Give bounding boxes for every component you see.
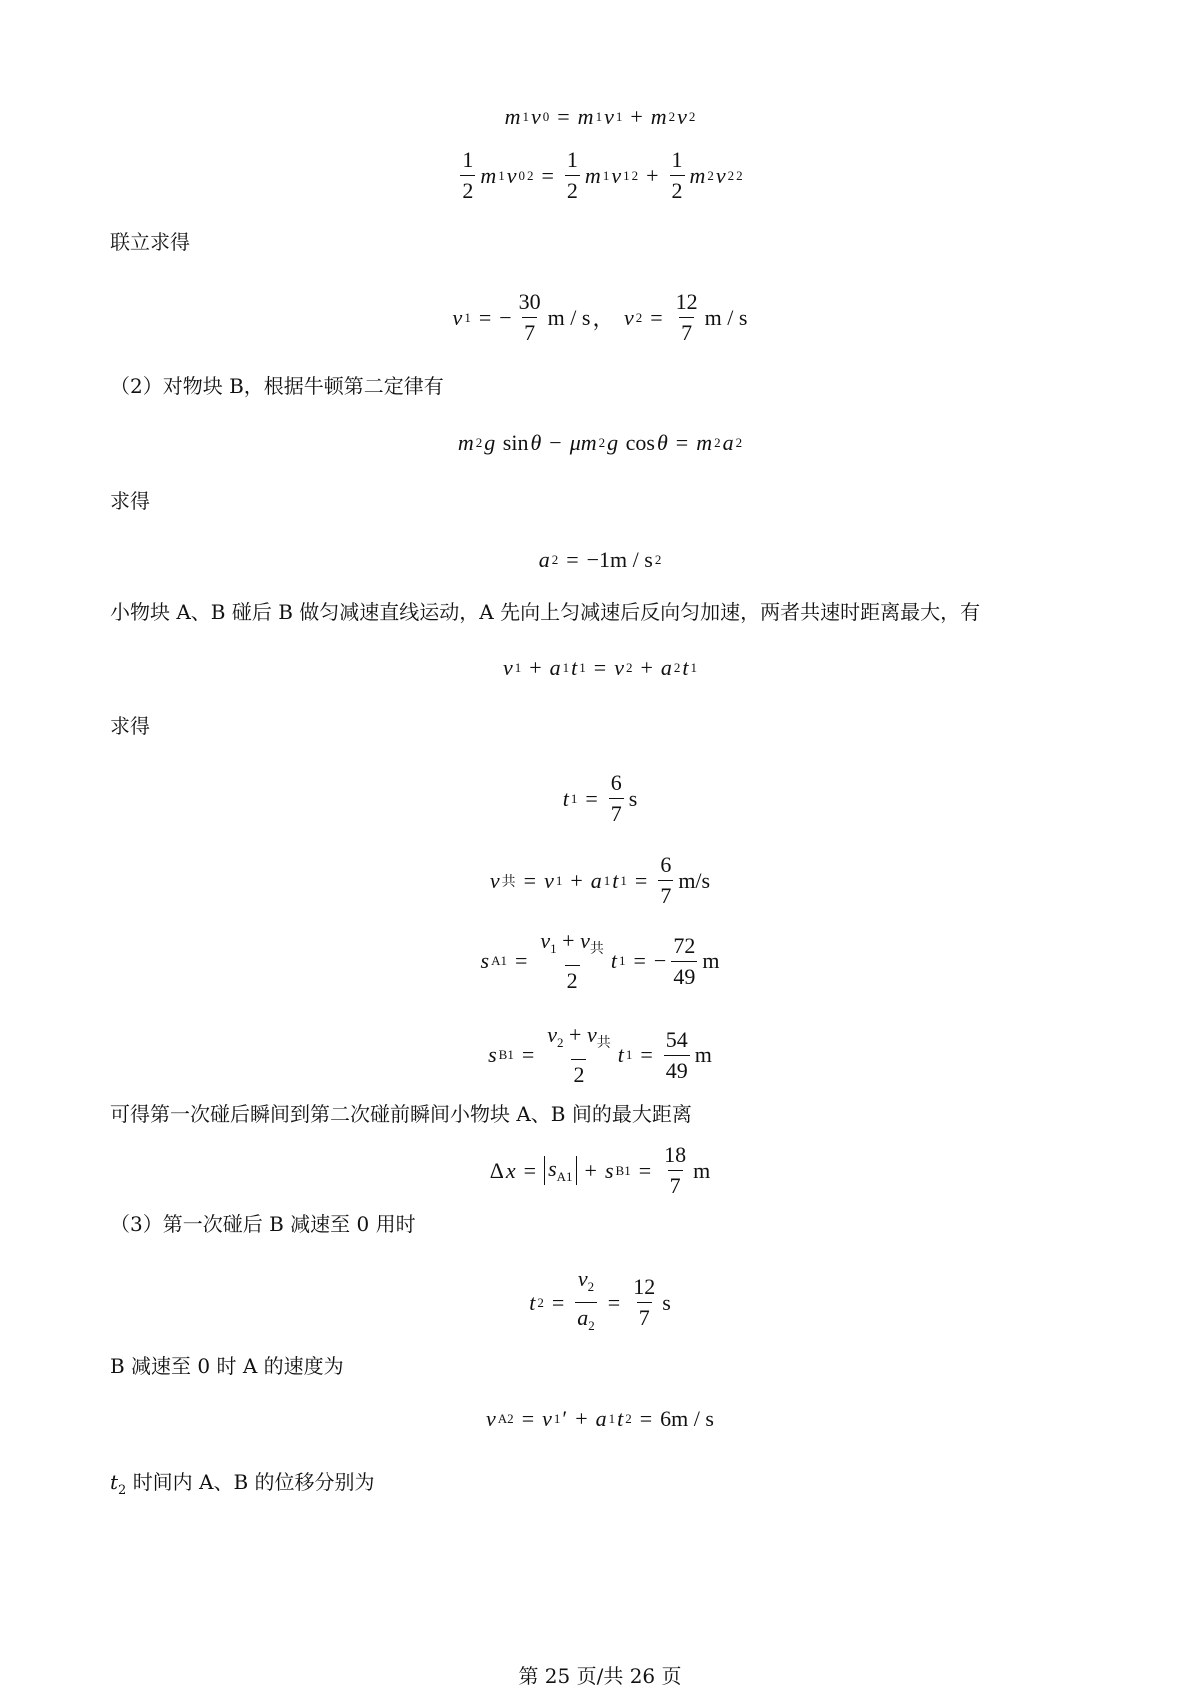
page-number: 第 25 页/共 26 页	[518, 1664, 682, 1688]
equation-sB1: s B1 = $\frac{v_2 + v_共}{2}$ t 1 = $\frac{54}{49}$ m	[0, 1020, 1200, 1090]
equation-common-speed: v 1 + a 1 t 1 = v 2 + a 2 t 1	[502, 655, 698, 680]
equation-t1: t 1 = $\frac{6}{7}$ s	[0, 768, 1200, 829]
paragraph-combine: 联立求得	[110, 230, 190, 254]
paragraph-A-velocity: B 减速至 0 时 A 的速度为	[110, 1354, 344, 1378]
paragraph-max-distance: 可得第一次碰后瞬间到第二次碰前瞬间小物块 A、B 间的最大距离	[110, 1102, 692, 1126]
equation-newton: m 2 g sin θ − μm 2 g cos θ = m 2 a 2	[457, 430, 743, 455]
equation-v-common: v 共 = v 1 + a 1 t 1 = $\frac{6}{7}$ m/s	[0, 850, 1200, 911]
equation-t2: t 2 = $\frac{v_2}{a_2}$ = $\frac{12}{7}$ s	[0, 1264, 1200, 1341]
equation-sA1: s A1 = $\frac{v_1 + v_共}{2}$ t 1 = − $\frac{72}{49}$ m	[0, 926, 1200, 996]
paragraph-newton: （2）对物块 B，根据牛顿第二定律有	[110, 374, 444, 398]
equation-acceleration: a 2 = −1m / s 2	[538, 547, 662, 572]
equation-vA2: v A2 = v 1 ′ + a 1 t 2 = 6m / s	[486, 1406, 714, 1431]
equation-delta-x: Δ x = $s_{A1}$ + s B1 = $\frac{18}{7}$ m	[0, 1140, 1200, 1201]
paragraph-motion: 小物块 A、B 碰后 B 做匀减速直线运动，A 先向上匀减速后反向匀加速，两者共速时距离最大，有	[110, 600, 981, 624]
equation-energy: $\frac{1}{2}$ m 1 v 0 2 = $\frac{1}{2}$ m 1 v 1 2 + $\frac{1}{2}$ m 2 v 2 2	[0, 145, 1200, 206]
paragraph-part3: （3）第一次碰后 B 减速至 0 用时	[110, 1212, 416, 1236]
paragraph-displacement: $t_2$ 时间内 A、B 的位移分别为	[110, 1470, 375, 1498]
equation-momentum: m 1 v 0 = m 1 v 1 + m 2 v 2	[504, 104, 696, 129]
paragraph-obtain-2: 求得	[110, 714, 150, 738]
equation-velocities: v 1 = − $\frac{30}{7}$ m / s ， v 2 = $\frac{12}{7}$ m / s	[0, 287, 1200, 348]
paragraph-obtain-1: 求得	[110, 489, 150, 513]
